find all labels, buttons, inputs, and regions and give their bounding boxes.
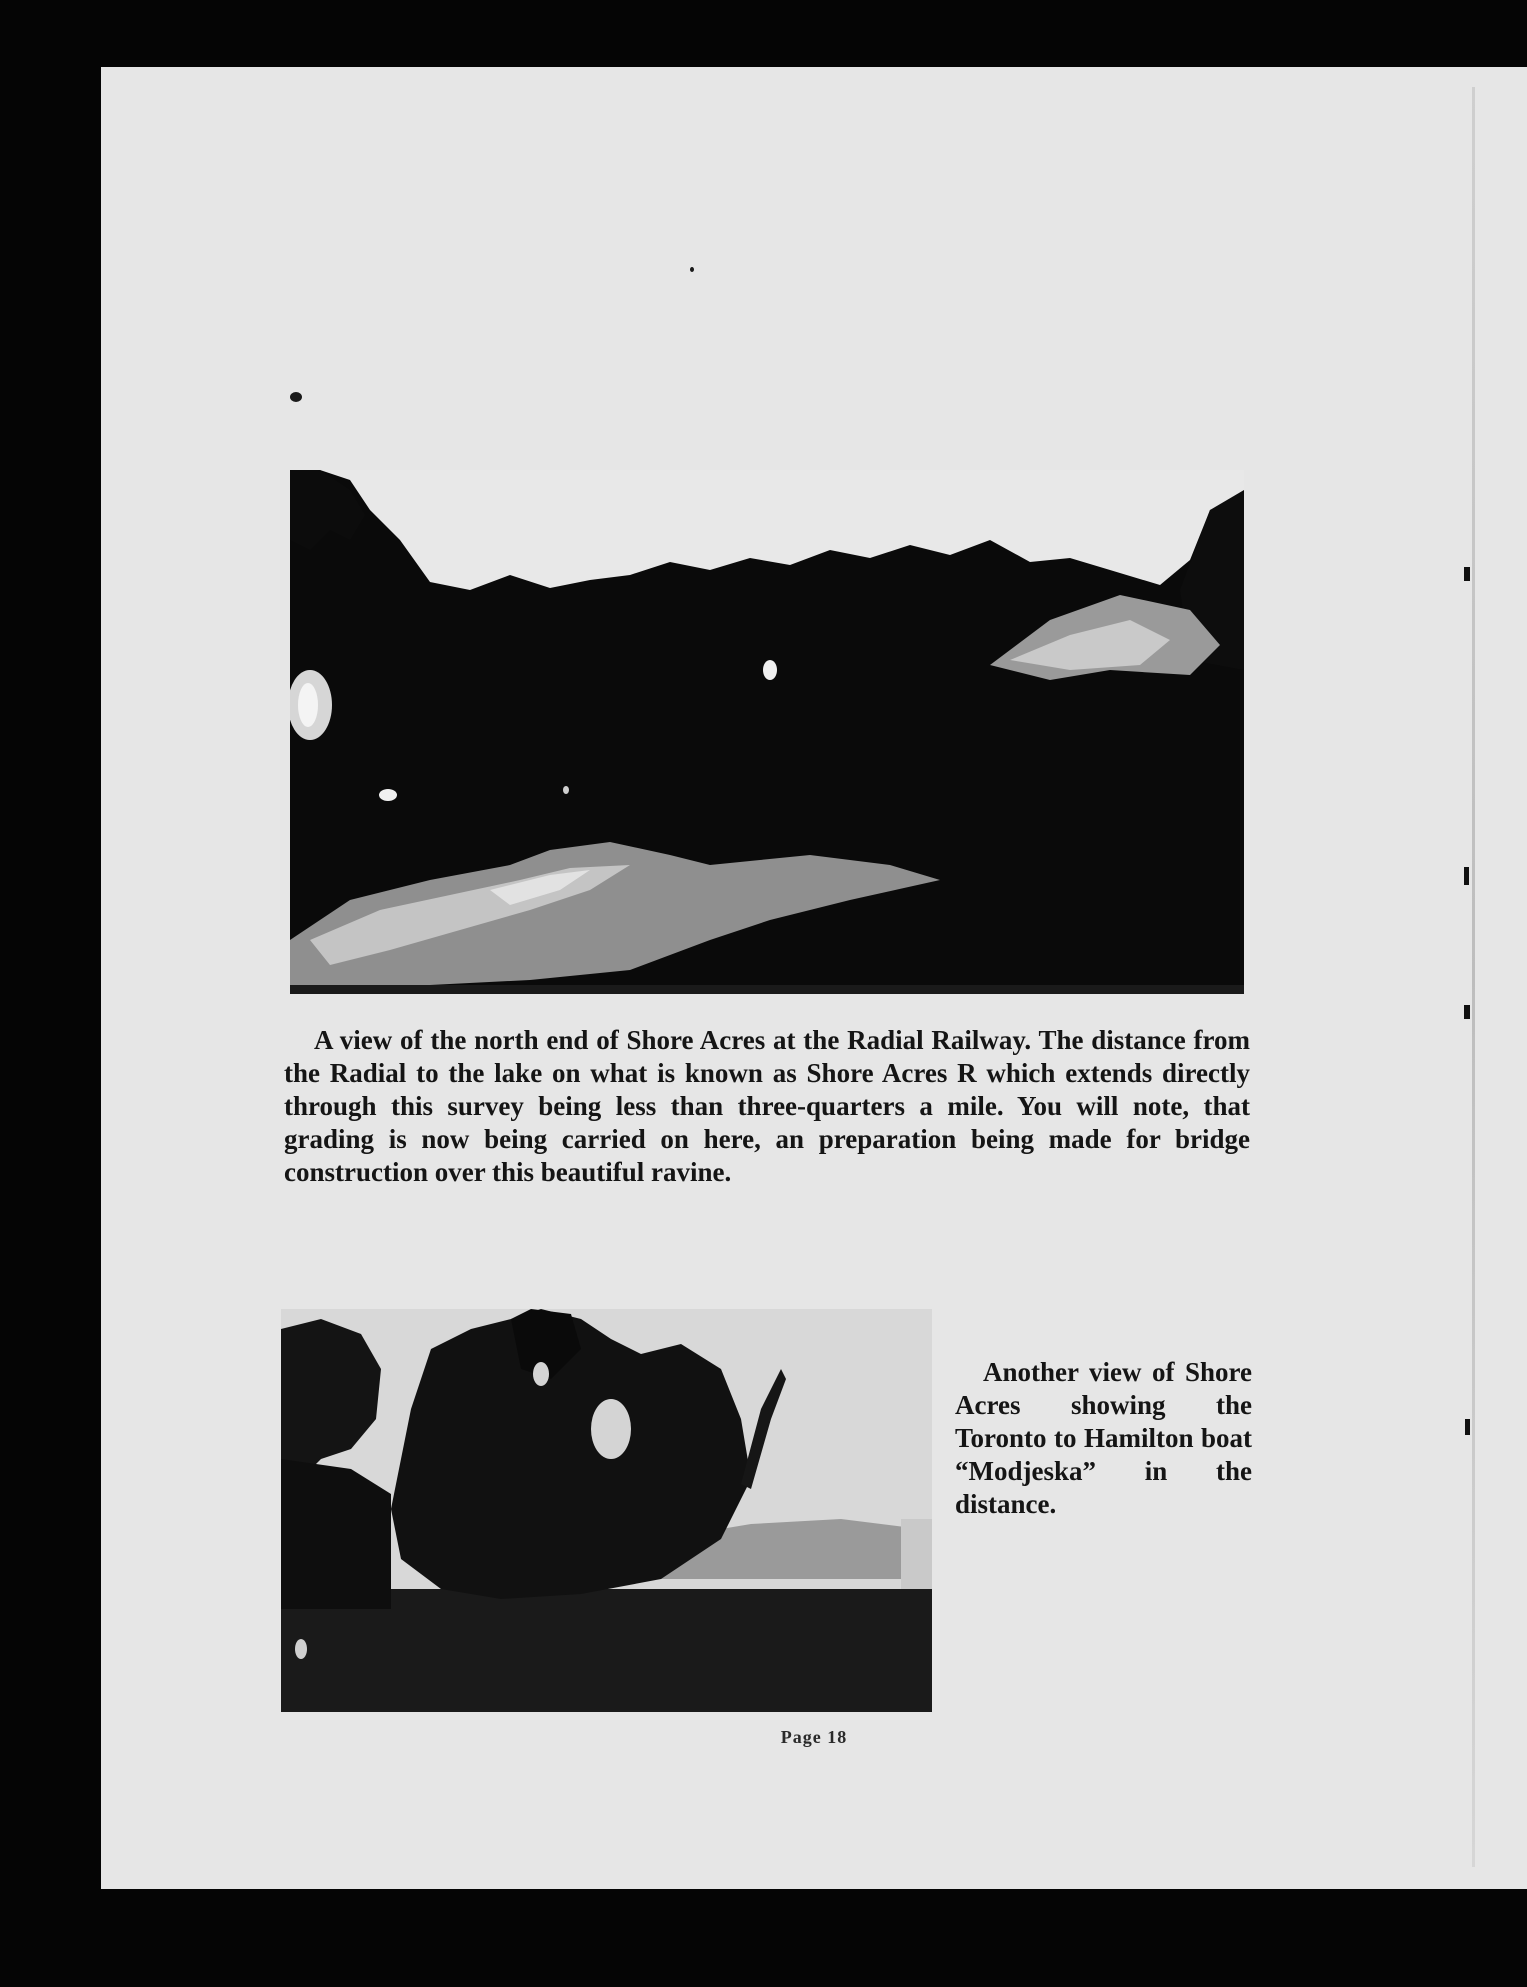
edge-mark — [1464, 567, 1470, 581]
edge-mark — [1464, 1005, 1470, 1019]
photo-shore-acres-modjeska — [281, 1309, 932, 1712]
photo2-caption: Another view of Shore Acres showing the Toronto to Hamilton boat “Modjeska” in the distance. — [955, 1357, 1252, 1519]
photo-modjeska-illustration — [281, 1309, 932, 1712]
edge-mark — [1464, 867, 1469, 885]
edge-mark — [1465, 1419, 1470, 1435]
photo1-caption: A view of the north end of Shore Acres at the Radial Railway. The distance from the Radial to the lake on what is known as Shore Acres R which extends directly through this survey being less than three-quarters a mile. You will note, that grading is now being carried on here, an preparation being made for bridge construction over this beautiful ravine. — [284, 1025, 1250, 1187]
scanned-page — [101, 67, 1527, 1889]
photo-north-end-shore-acres — [290, 470, 1244, 994]
scan-speck — [290, 392, 302, 402]
page-number: Page 18 — [780, 1727, 848, 1747]
page-fold-line — [1472, 87, 1475, 1867]
photo-north-end-illustration — [290, 470, 1244, 994]
scan-speck — [690, 267, 694, 272]
